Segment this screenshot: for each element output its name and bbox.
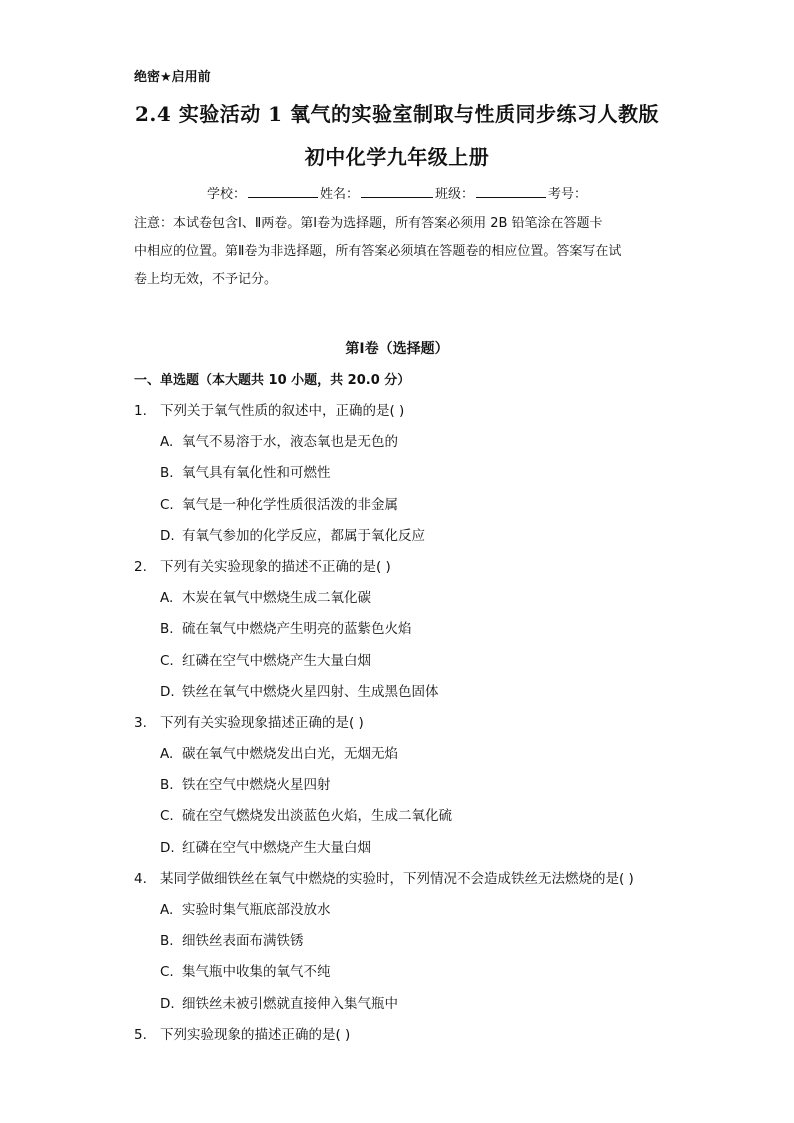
option-text: 硫在空气燃烧发出淡蓝色火焰，生成二氧化硫 bbox=[182, 808, 452, 825]
answer-option[interactable] bbox=[134, 521, 694, 552]
option-text: 实验时集气瓶底部没放水 bbox=[182, 902, 331, 918]
part1-title: 第Ⅰ卷（选择题） bbox=[345, 341, 449, 357]
question-text: 某同学做细铁丝在氧气中燃烧的实验时，下列情况不会造成铁丝无法燃烧的是( ) bbox=[160, 870, 634, 887]
answer-option[interactable] bbox=[134, 614, 694, 645]
option-letter: A. bbox=[160, 434, 174, 451]
question-stem bbox=[134, 1020, 694, 1051]
option-letter: D. bbox=[160, 995, 175, 1012]
answer-option[interactable] bbox=[134, 926, 694, 957]
option-letter: A. bbox=[160, 590, 174, 607]
question-stem bbox=[134, 708, 694, 739]
notice-line: 注意：本试卷包含Ⅰ、Ⅱ两卷。第Ⅰ卷为选择题，所有答案必须用 2B 铅笔涂在答题卡 bbox=[134, 216, 603, 231]
answer-option[interactable] bbox=[134, 646, 694, 677]
answer-option[interactable] bbox=[134, 739, 694, 770]
option-text: 碳在氧气中燃烧发出白光，无烟无焰 bbox=[182, 746, 398, 763]
school-blank[interactable] bbox=[248, 185, 318, 198]
answer-option[interactable] bbox=[134, 833, 694, 864]
option-letter: A. bbox=[160, 902, 174, 918]
question-text: 下列实验现象的描述正确的是( ) bbox=[160, 1026, 351, 1043]
secret-label: 绝密★启用前 bbox=[134, 70, 211, 85]
option-text: 硫在氧气中燃烧产生明亮的蓝紫色火焰 bbox=[182, 621, 412, 638]
answer-option[interactable] bbox=[134, 895, 694, 926]
option-text: 铁丝在氧气中燃烧火星四射、生成黑色固体 bbox=[182, 683, 439, 700]
question-stem bbox=[134, 396, 694, 427]
answer-option[interactable] bbox=[134, 427, 694, 458]
question-number: 2. bbox=[134, 558, 147, 575]
question-number: 3. bbox=[134, 714, 147, 731]
option-letter: B. bbox=[160, 777, 174, 794]
option-letter: B. bbox=[160, 621, 174, 638]
name-label: 姓名： bbox=[319, 187, 359, 202]
answer-option[interactable] bbox=[134, 490, 694, 521]
question-list bbox=[134, 396, 694, 1051]
student-info-line bbox=[0, 183, 794, 202]
question-stem bbox=[134, 552, 694, 583]
option-letter: C. bbox=[160, 964, 174, 981]
option-letter: C. bbox=[160, 808, 174, 825]
answer-option[interactable] bbox=[134, 801, 694, 832]
option-text: 木炭在氧气中燃烧生成二氧化碳 bbox=[182, 590, 371, 607]
notice-text bbox=[134, 210, 662, 294]
question-number: 4. bbox=[134, 870, 147, 887]
answer-option[interactable] bbox=[134, 677, 694, 708]
option-letter: D. bbox=[160, 683, 175, 700]
option-letter: B. bbox=[160, 933, 174, 950]
question-text: 下列有关实验现象的描述不正确的是( ) bbox=[160, 558, 391, 575]
page-title-line2: 初中化学九年级上册 bbox=[304, 145, 490, 169]
class-label: 班级： bbox=[435, 187, 475, 202]
question-stem bbox=[134, 864, 694, 895]
option-letter: C. bbox=[160, 496, 174, 513]
page-title-line1: 2.4 实验活动 1 氧气的实验室制取与性质同步练习人教版 bbox=[134, 102, 660, 126]
answer-option[interactable] bbox=[134, 957, 694, 988]
option-text: 氧气是一种化学性质很活泼的非金属 bbox=[182, 496, 398, 513]
name-blank[interactable] bbox=[361, 185, 433, 198]
question-number: 1. bbox=[134, 403, 147, 419]
option-letter: D. bbox=[160, 839, 175, 856]
question-number: 5. bbox=[134, 1026, 147, 1043]
option-text: 铁在空气中燃烧火星四射 bbox=[182, 777, 331, 794]
option-text: 红磷在空气中燃烧产生大量白烟 bbox=[182, 652, 371, 669]
option-letter: D. bbox=[160, 527, 175, 544]
answer-option[interactable] bbox=[134, 989, 694, 1020]
option-letter: A. bbox=[160, 746, 174, 763]
answer-option[interactable] bbox=[134, 583, 694, 614]
exam-no-label: 考号： bbox=[548, 187, 588, 202]
option-text: 细铁丝表面布满铁锈 bbox=[182, 933, 304, 950]
option-text: 氧气不易溶于水，液态氧也是无色的 bbox=[182, 434, 398, 451]
answer-option[interactable] bbox=[134, 458, 694, 489]
option-letter: B. bbox=[160, 465, 174, 482]
class-blank[interactable] bbox=[476, 185, 546, 198]
school-label: 学校： bbox=[206, 187, 246, 202]
option-text: 集气瓶中收集的氧气不纯 bbox=[182, 964, 331, 981]
section1-title: 一、单选题（本大题共 10 小题，共 20.0 分） bbox=[134, 373, 411, 388]
option-text: 氧气具有氧化性和可燃性 bbox=[182, 465, 331, 482]
answer-option[interactable] bbox=[134, 770, 694, 801]
option-text: 细铁丝未被引燃就直接伸入集气瓶中 bbox=[182, 995, 398, 1012]
option-text: 红磷在空气中燃烧产生大量白烟 bbox=[182, 839, 371, 856]
question-text: 下列关于氧气性质的叙述中，正确的是( ) bbox=[160, 403, 405, 419]
notice-line: 卷上均无效，不予记分。 bbox=[134, 272, 278, 287]
option-letter: C. bbox=[160, 652, 174, 669]
notice-line: 中相应的位置。第Ⅱ卷为非选择题，所有答案必须填在答题卷的相应位置。答案写在试 bbox=[134, 244, 622, 259]
question-text: 下列有关实验现象描述正确的是( ) bbox=[160, 714, 364, 731]
option-text: 有氧气参加的化学反应，都属于氧化反应 bbox=[182, 527, 425, 544]
